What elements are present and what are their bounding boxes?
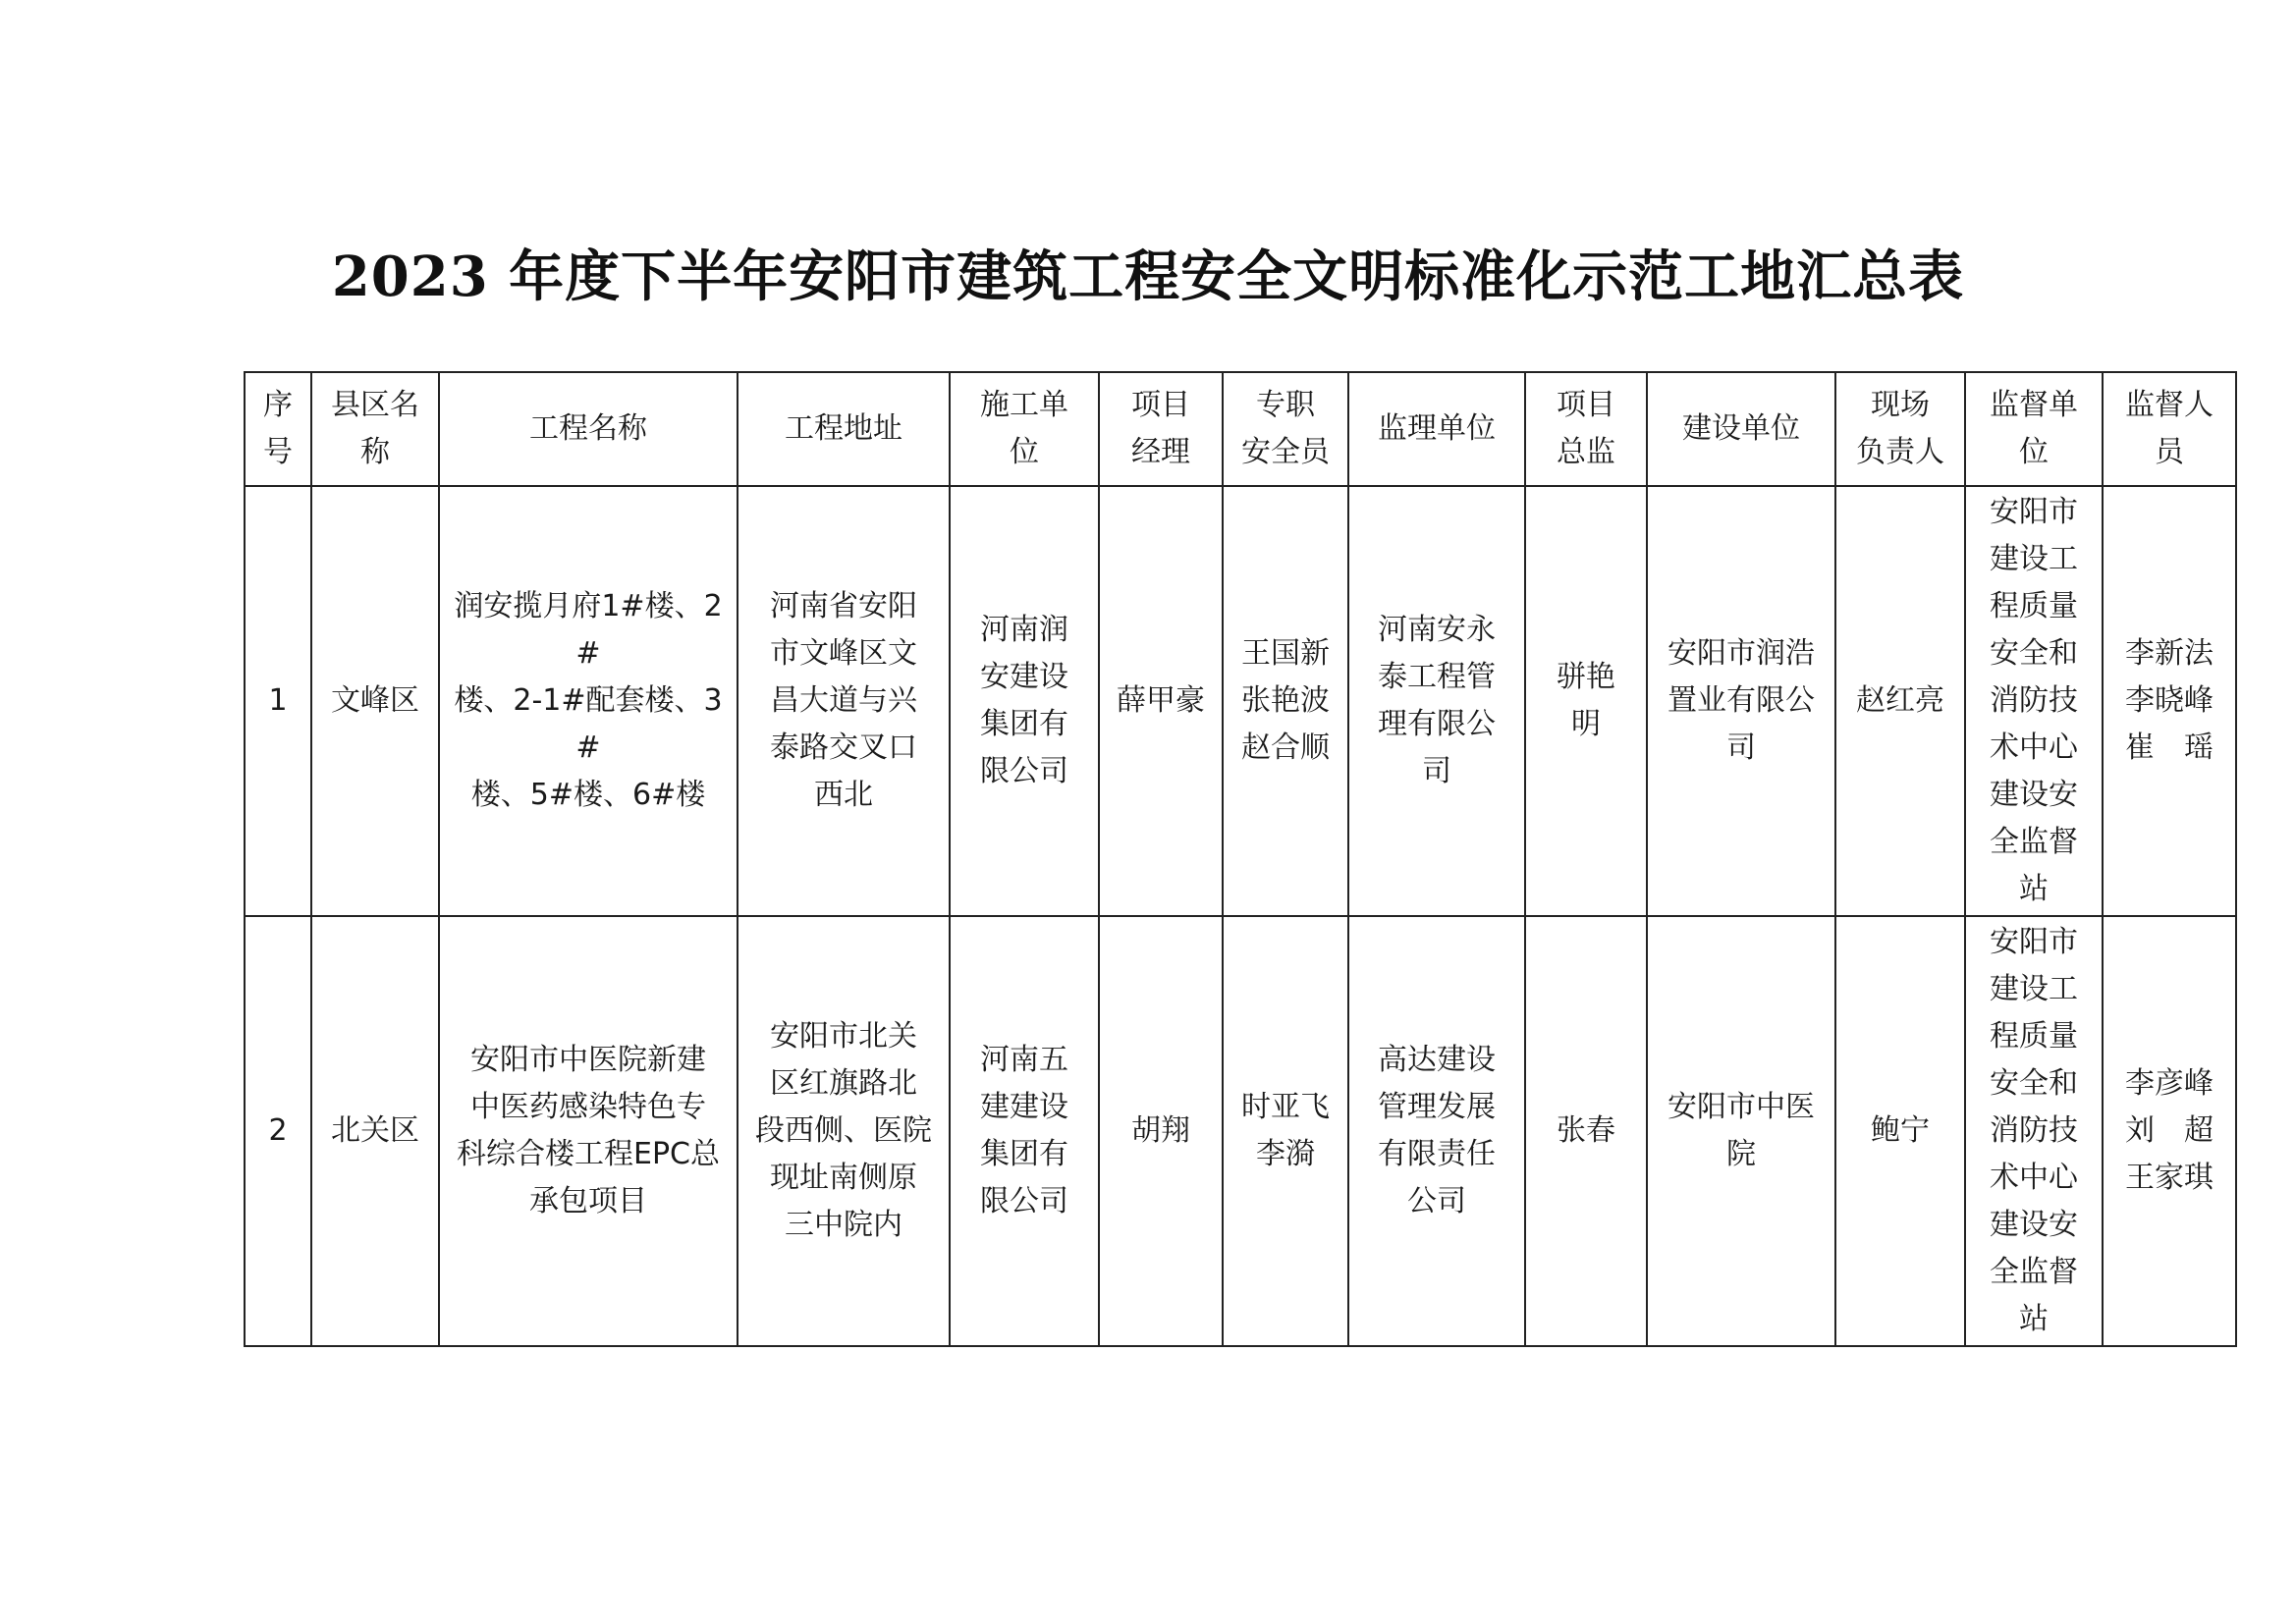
cell-project-manager: 胡翔 <box>1099 916 1223 1346</box>
cell-site-manager: 鲍宁 <box>1835 916 1965 1346</box>
header-contractor: 施工单 位 <box>950 372 1099 486</box>
header-safety-officer: 专职 安全员 <box>1223 372 1348 486</box>
cell-oversight-unit: 安阳市 建设工 程质量 安全和 消防技 术中心 建设安 全监督 站 <box>1965 486 2103 916</box>
summary-table <box>244 371 2237 1347</box>
cell-supervision-company: 河南安永 泰工程管 理有限公 司 <box>1348 486 1525 916</box>
cell-site-manager: 赵红亮 <box>1835 486 1965 916</box>
header-project-manager: 项目 经理 <box>1099 372 1223 486</box>
table-row <box>245 916 2236 1346</box>
cell-safety-officer: 王国新 张艳波 赵合顺 <box>1223 486 1348 916</box>
table-header-row <box>245 372 2236 486</box>
header-index: 序 号 <box>245 372 311 486</box>
cell-oversight-unit: 安阳市 建设工 程质量 安全和 消防技 术中心 建设安 全监督 站 <box>1965 916 2103 1346</box>
header-developer: 建设单位 <box>1647 372 1835 486</box>
cell-safety-officer: 时亚飞 李漪 <box>1223 916 1348 1346</box>
cell-project-name: 安阳市中医院新建 中医药感染特色专 科综合楼工程EPC总 承包项目 <box>439 916 738 1346</box>
cell-contractor: 河南润 安建设 集团有 限公司 <box>950 486 1099 916</box>
header-project-address: 工程地址 <box>738 372 950 486</box>
cell-project-manager: 薛甲豪 <box>1099 486 1223 916</box>
cell-supervision-company: 高达建设 管理发展 有限责任 公司 <box>1348 916 1525 1346</box>
cell-developer: 安阳市中医 院 <box>1647 916 1835 1346</box>
cell-oversight-staff: 李彦峰 刘 超 王家琪 <box>2103 916 2236 1346</box>
header-oversight-staff: 监督人 员 <box>2103 372 2236 486</box>
header-project-name: 工程名称 <box>439 372 738 486</box>
cell-chief-supervisor: 张春 <box>1525 916 1647 1346</box>
cell-contractor: 河南五 建建设 集团有 限公司 <box>950 916 1099 1346</box>
cell-oversight-staff: 李新法 李晓峰 崔 瑶 <box>2103 486 2236 916</box>
cell-district: 文峰区 <box>311 486 439 916</box>
header-oversight-unit: 监督单 位 <box>1965 372 2103 486</box>
cell-project-address: 河南省安阳 市文峰区文 昌大道与兴 泰路交叉口 西北 <box>738 486 950 916</box>
document-title: 2023 年度下半年安阳市建筑工程安全文明标准化示范工地汇总表 <box>331 244 1965 309</box>
table-row <box>245 486 2236 916</box>
cell-developer: 安阳市润浩 置业有限公 司 <box>1647 486 1835 916</box>
header-chief-supervisor: 项目 总监 <box>1525 372 1647 486</box>
cell-district: 北关区 <box>311 916 439 1346</box>
cell-index: 2 <box>245 916 311 1346</box>
cell-chief-supervisor: 骈艳 明 <box>1525 486 1647 916</box>
header-district: 县区名 称 <box>311 372 439 486</box>
cell-index: 1 <box>245 486 311 916</box>
cell-project-name: 润安揽月府1#楼、2# 楼、2-1#配套楼、3# 楼、5#楼、6#楼 <box>439 486 738 916</box>
header-supervision-company: 监理单位 <box>1348 372 1525 486</box>
header-site-manager: 现场 负责人 <box>1835 372 1965 486</box>
cell-project-address: 安阳市北关 区红旗路北 段西侧、医院 现址南侧原 三中院内 <box>738 916 950 1346</box>
